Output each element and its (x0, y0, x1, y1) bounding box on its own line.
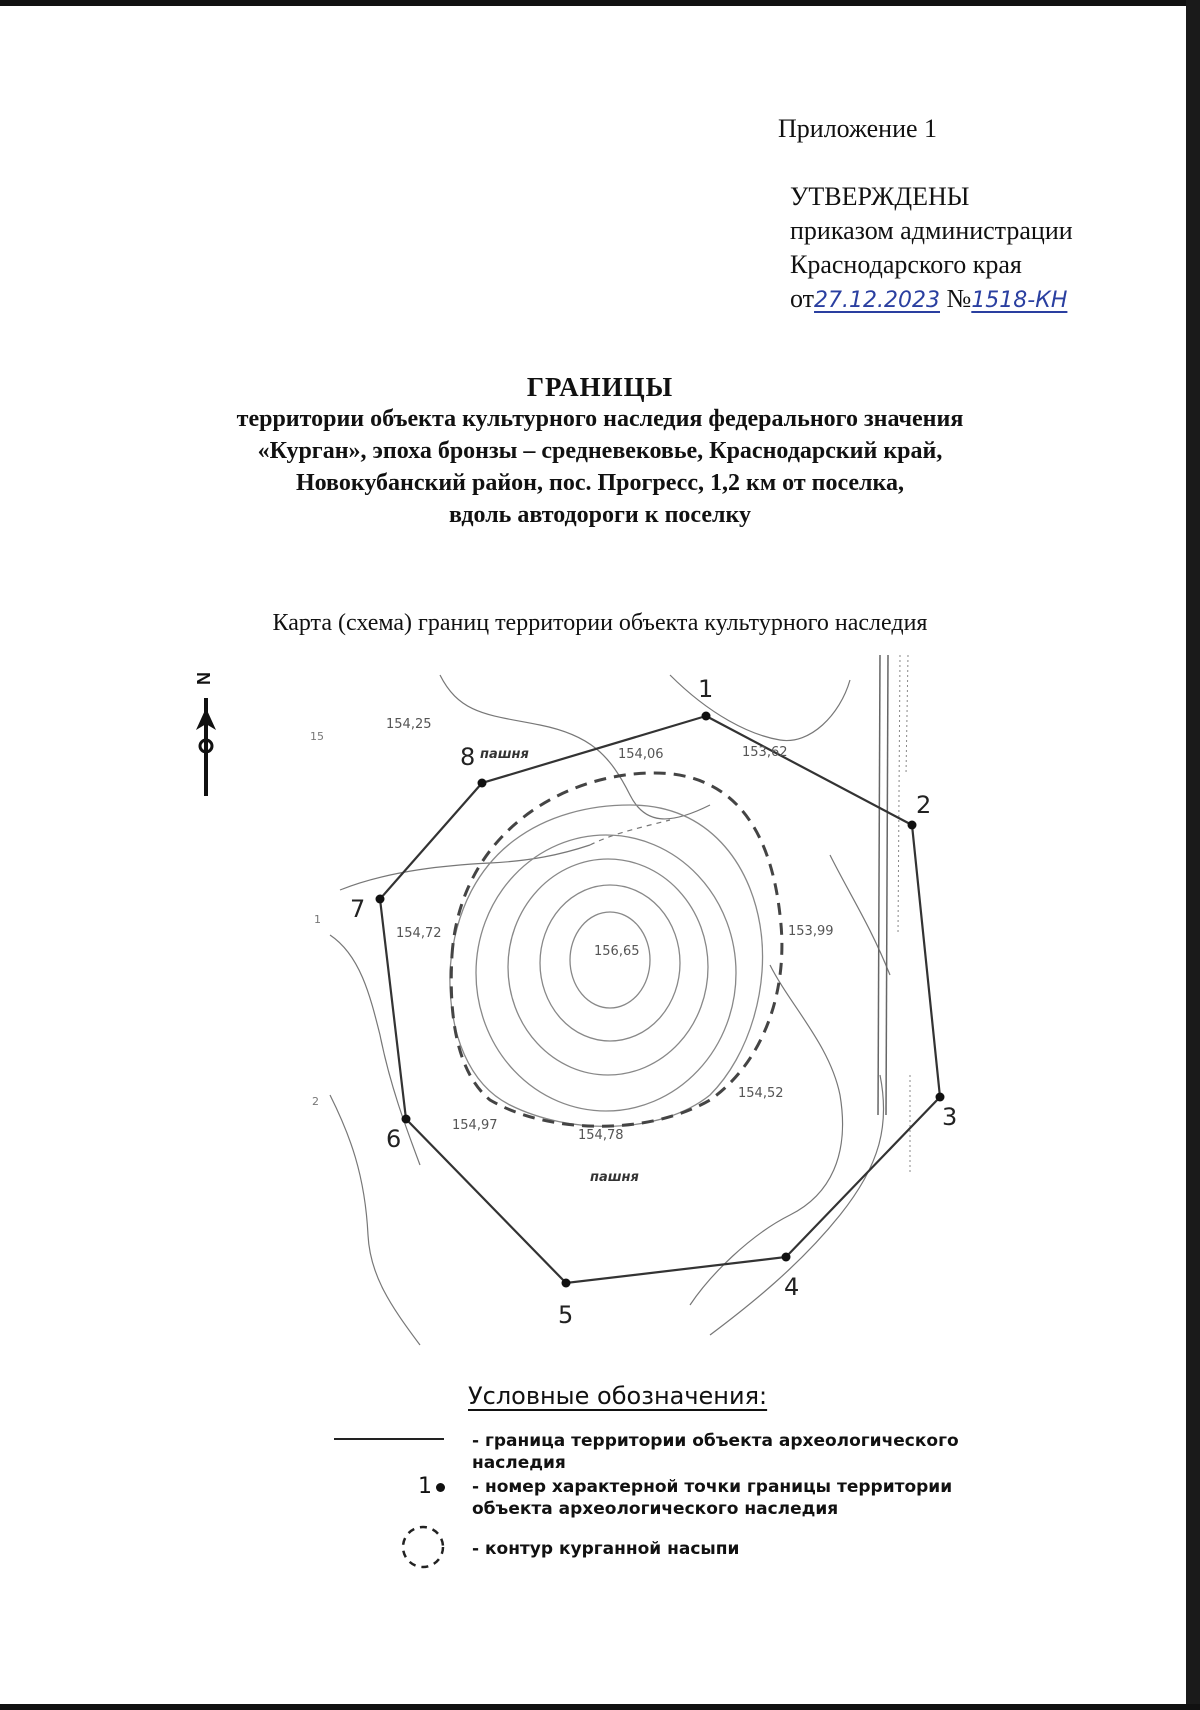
approval-block (790, 180, 1073, 318)
boundary-point-marker (478, 779, 487, 788)
elevation-label: 153,99 (788, 924, 834, 939)
scan-edge-right (1186, 0, 1200, 1710)
edge-marks (310, 730, 324, 1108)
boundary-point-marker (402, 1115, 411, 1124)
elevation-label: 154,78 (578, 1128, 624, 1143)
date-prefix: от (790, 284, 815, 313)
handwritten-number: 1518-КН (971, 288, 1068, 313)
approved-label: УТВЕРЖДЕНЫ (790, 182, 970, 211)
boundary-point-label: 2 (916, 791, 932, 819)
legend-mound-icon (398, 1522, 448, 1572)
elevation-label: 154,25 (386, 717, 432, 732)
edge-mark: 2 (312, 1095, 319, 1108)
north-letter: N (193, 672, 213, 685)
legend-boundary-text: - граница территории объекта археологического наследия (472, 1431, 959, 1473)
order-label: приказом администрации (790, 216, 1073, 245)
boundary-point-label: 6 (386, 1125, 402, 1153)
elevation-label: 154,52 (738, 1086, 784, 1101)
legend-point-number: 1 (418, 1474, 432, 1499)
elevation-label: 154,06 (618, 747, 664, 762)
boundary-point-label: 1 (698, 675, 714, 703)
boundary-point-marker (782, 1253, 791, 1262)
date-number-line (790, 282, 1073, 318)
edge-mark: 1 (314, 913, 321, 926)
land-use-labels (480, 747, 639, 1185)
elevation-label: 154,97 (452, 1118, 498, 1133)
boundary-point-label: 7 (350, 895, 366, 923)
land-label: пашня (480, 747, 529, 762)
elevation-label: 156,65 (594, 944, 640, 959)
legend-point-symbol (418, 1474, 445, 1499)
number-prefix: № (946, 284, 972, 313)
region-label: Краснодарского края (790, 250, 1022, 279)
elevation-label: 153,62 (742, 745, 788, 760)
scan-edge-top (0, 0, 1200, 6)
boundary-point-label: 5 (558, 1301, 574, 1329)
title-main: ГРАНИЦЫ (526, 372, 674, 402)
legend-title: Условные обозначения: (468, 1382, 768, 1410)
boundary-point-label: 4 (784, 1273, 800, 1301)
document-title (150, 372, 1050, 531)
boundary-point-marker (562, 1279, 571, 1288)
legend-line-symbol (334, 1436, 444, 1442)
title-line-2: «Курган», эпоха бронзы – средневековье, Краснодарский край, (257, 438, 943, 464)
territory-boundary (380, 716, 940, 1283)
mound-contours (450, 805, 763, 1126)
boundary-point-label: 8 (460, 743, 476, 771)
legend-mound-text: - контур курганной насыпи (472, 1539, 740, 1559)
appendix-label: Приложение 1 (778, 114, 938, 143)
point-dot-icon (436, 1483, 445, 1492)
handwritten-date: 27.12.2023 (814, 288, 940, 313)
boundary-point-label: 3 (942, 1103, 958, 1131)
title-line-3: Новокубанский район, пос. Прогресс, 1,2 км от поселка, (295, 470, 904, 496)
elevation-label: 154,72 (396, 926, 442, 941)
terrain-lines (330, 675, 890, 1345)
edge-mark: 15 (310, 730, 324, 743)
elevation-labels (386, 717, 834, 1143)
boundary-point-marker (908, 821, 917, 830)
legend-point-text: - номер характерной точки границы территории объекта археологического наследия (472, 1477, 953, 1519)
boundary-point-marker (936, 1093, 945, 1102)
boundary-point-marker (376, 895, 385, 904)
land-label: пашня (590, 1170, 639, 1185)
boundary-point-marker (702, 712, 711, 721)
title-line-1: территории объекта культурного наследия федерального значения (236, 406, 964, 432)
title-line-4: вдоль автодороги к поселку (449, 502, 751, 528)
boundary-map (190, 655, 1010, 1375)
map-caption: Карта (схема) границ территории объекта культурного наследия (272, 610, 928, 636)
scan-edge-bottom (0, 1704, 1200, 1710)
boundary-points (350, 675, 957, 1329)
